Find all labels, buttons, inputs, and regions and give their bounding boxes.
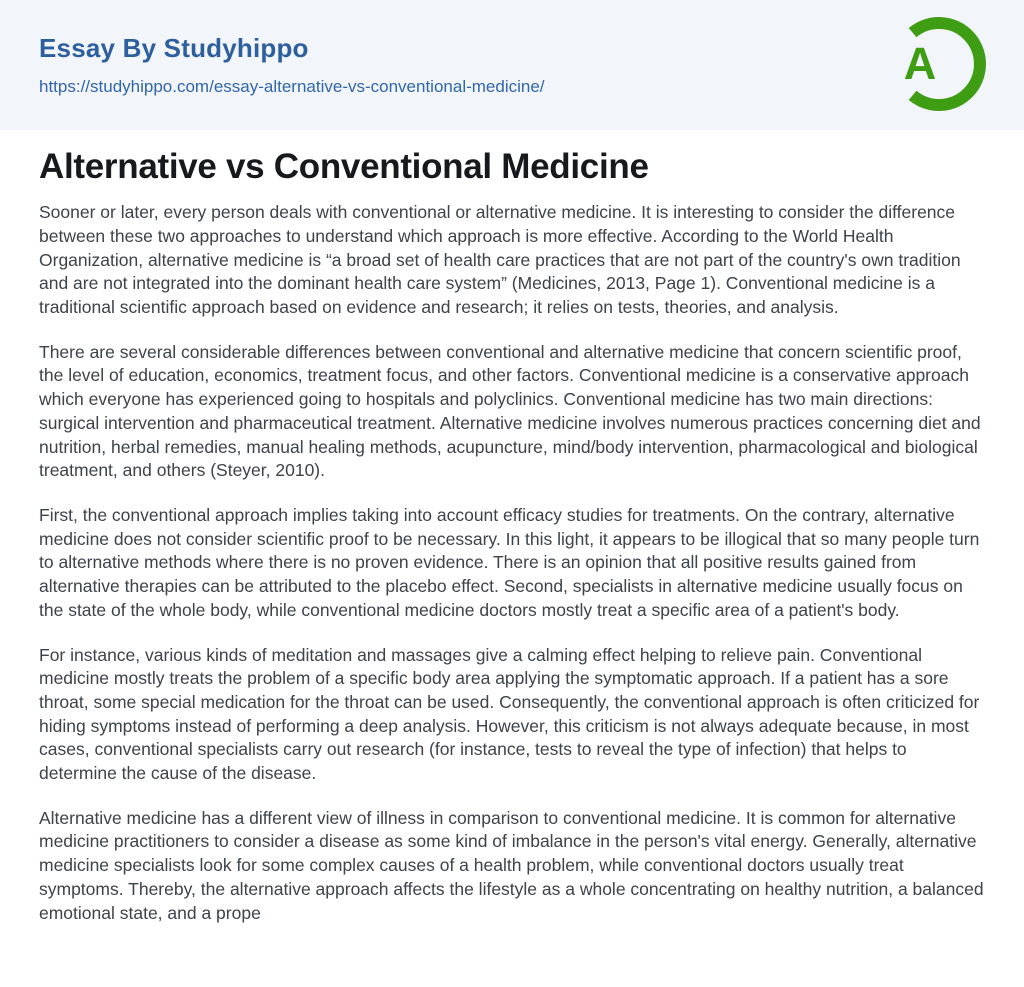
essay-article xyxy=(0,147,1024,925)
essay-url-link[interactable]: https://studyhippo.com/essay-alternative-vs-conventional-medicine/ xyxy=(39,76,545,96)
studyhippo-logo-icon xyxy=(887,11,987,117)
logo-letter: A xyxy=(903,38,937,89)
essay-paragraph-1: Sooner or later, every person deals with conventional or alternative medicine. It is interesting to consider the difference between these two approaches to understand which approach is more effective. According to the World Health Organization, alternative medicine is “a broad set of health care practices that are not part of the country's own tradition and are not integrated into the dominant health care system” (Medicines, 2013, Page 1). Conventional medicine is a traditional scientific approach based on evidence and research; it relies on tests, theories, and analysis. xyxy=(39,202,961,318)
essay-paragraph-3: First, the conventional approach implies taking into account efficacy studies for treatments. On the contrary, alternative medicine does not consider scientific proof to be necessary. In this light, it appears to be illogical that so many people turn to alternative methods where there is no proven evidence. There is an opinion that all positive results gained from alternative therapies can be attributed to the placebo effect. Second, specialists in alternative medicine usually focus on the state of the whole body, while conventional medicine doctors mostly treat a specific area of a patient's body. xyxy=(39,504,980,620)
site-title: Essay By Studyhippo xyxy=(39,33,309,63)
page-header xyxy=(0,0,1024,130)
essay-paragraph-5: Alternative medicine has a different view of illness in comparison to conventional medicine. It is common for alternative medicine practitioners to consider a disease as some kind of imbalance in the person's vital energy. Generally, alternative medicine specialists look for some complex causes of a health problem, while conventional doctors usually treat symptoms. Thereby, the alternative approach affects the lifestyle as a whole concentrating on healthy nutrition, a balanced emotional state, and a prope xyxy=(39,807,984,923)
essay-paragraph-2: There are several considerable differences between conventional and alternative medicine that concern scientific proof, the level of education, economics, treatment focus, and other factors. Conventional medicine is a conservative approach which everyone has experienced going to hospitals and polyclinics. Conventional medicine has two main directions: surgical intervention and pharmaceutical treatment. Alternative medicine involves numerous practices concerning diet and nutrition, herbal remedies, manual healing methods, acupuncture, mind/body intervention, pharmacological and biological treatment, and others (Steyer, 2010). xyxy=(39,341,981,481)
essay-title: Alternative vs Conventional Medicine xyxy=(39,147,649,186)
essay-paragraph-4: For instance, various kinds of meditation and massages give a calming effect helping to relieve pain. Conventional medicine mostly treats the problem of a specific body area applying the symptomatic approach. If a patient has a sore throat, some special medication for the throat can be used. Consequently, the conventional approach is often criticized for hiding symptoms instead of performing a deep analysis. However, this criticism is not always adequate because, in most cases, conventional specialists carry out research (for instance, tests to reveal the type of infection) that helps to determine the cause of the disease. xyxy=(39,644,980,784)
